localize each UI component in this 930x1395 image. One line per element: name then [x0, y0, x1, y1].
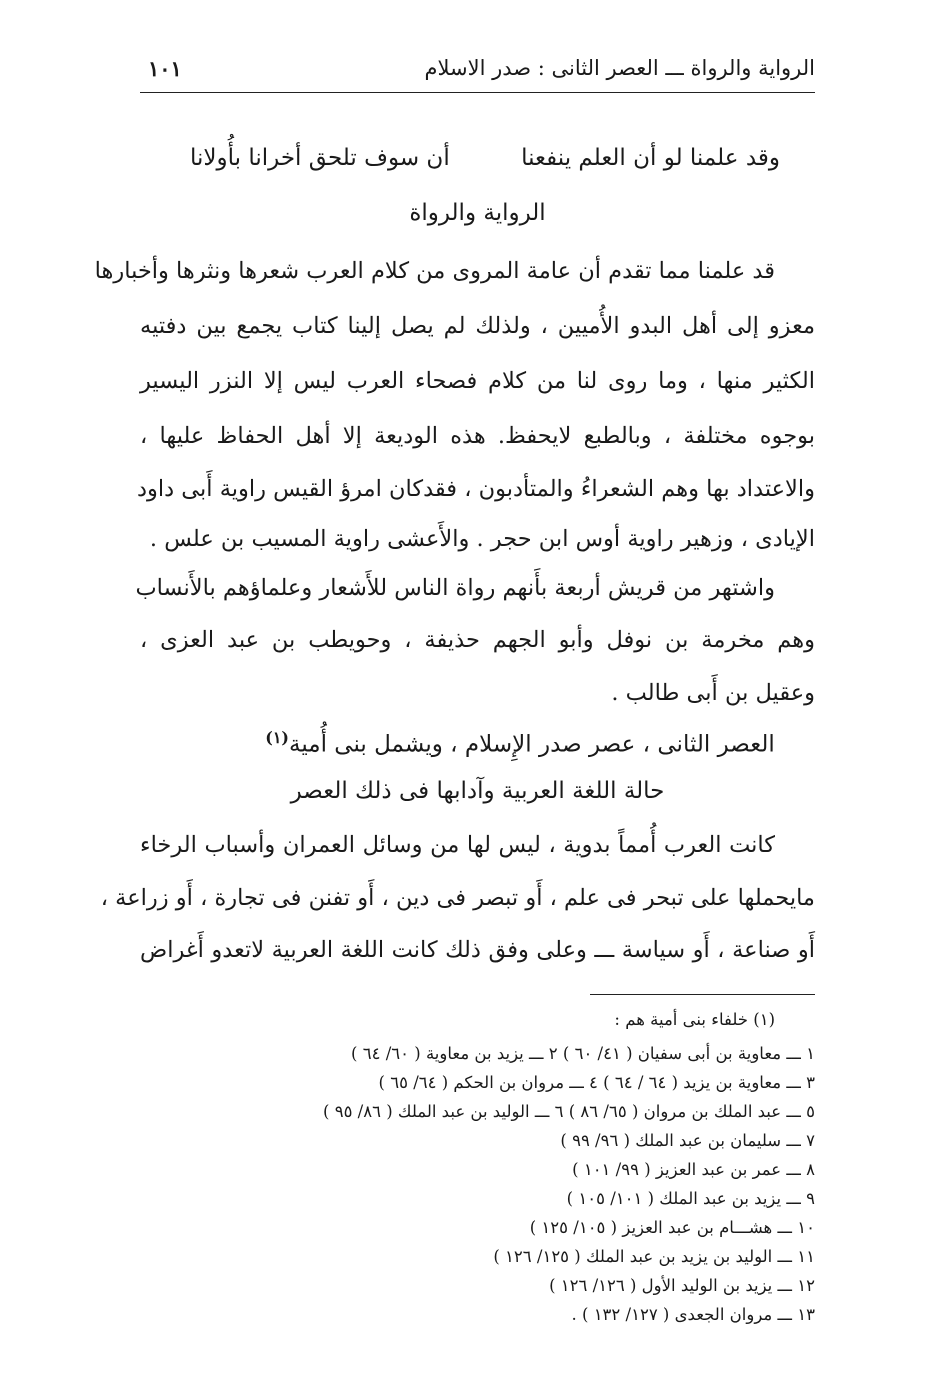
footnote-line: ٩ ـــ يزيد بن عبد الملك ( ١٠١/ ١٠٥ ) [566, 1189, 815, 1208]
footnote-line: ١٠ ـــ هشـــام بن عبد العزيز ( ١٠٥/ ١٢٥ ) [529, 1218, 815, 1237]
footnote-mark: (١) [265, 728, 289, 747]
paragraph-line: قد علمنا مما تقدم أن عامة المروى من كلام العرب شعرها ونثرها وأخبارها [94, 258, 775, 284]
footnote-line: ١٢ ـــ يزيد بن الوليد الأول ( ١٢٦/ ١٢٦ ) [549, 1276, 815, 1295]
paragraph-line: كانت العرب أُمماً بدوية ، ليس لها من وسائل العمران وأسباب الرخاء [140, 832, 775, 858]
paragraph-line: وعقيل بن أَبى طالب . [611, 680, 815, 706]
section-title-narration: الرواية والرواة [409, 200, 546, 226]
page-header [140, 52, 815, 93]
footnote-line: ٥ ـــ عبد الملك بن مروان ( ٦٥/ ٨٦ ) ٦ ـــ الوليد بن عبد الملك ( ٨٦/ ٩٥ ) [323, 1102, 815, 1121]
footnote-line: ١٣ ـــ مروان الجعدى ( ١٢٧/ ١٣٢ ) . [571, 1305, 815, 1324]
paragraph-line: وهم مخرمة بن نوفل وأبو الجهم حذيفة ، وحويطب بن عبد العزى ، [140, 627, 815, 653]
footnote-line: (١) خلفاء بنى أمية هم : [614, 1010, 775, 1029]
paragraph-line: معزو إلى أهل البدو الأُميين ، ولذلك لم يصل إلينا كتاب يجمع بين دفتيه [140, 313, 815, 339]
paragraph-line: الكثير منها ، وما روى لنا من كلام فصحاء العرب ليس إلا النزر اليسير [140, 368, 815, 394]
paragraph-line: أَو صناعة ، أَو سياسة ـــ وعلى وفق ذلك كانت اللغة العربية لاتعدو أَغراض [140, 937, 815, 963]
paragraph-line: واشتهر من قريش أربعة بأَنهم رواة الناس للأَشعار وعلماؤهم بالأَنساب [135, 575, 775, 601]
footnote-line: ٨ ـــ عمر بن عبد العزيز ( ٩٩/ ١٠١ ) [572, 1160, 815, 1179]
paragraph-line: الإيادى ، وزهير راوية أوس ابن حجر . والأَعشى راوية المسيب بن علس . [149, 526, 815, 552]
verse-second-hemistich: أن سوف تلحق أخرانا بأُولانا [190, 145, 450, 171]
poetry-verse [190, 145, 780, 171]
verse-first-hemistich: وقد علمنا لو أن العلم ينفعنا [521, 145, 780, 171]
footnote-line: ٧ ـــ سليمان بن عبد الملك ( ٩٦/ ٩٩ ) [560, 1131, 815, 1150]
page-number: ١٠١ [148, 56, 182, 81]
paragraph-line: مايحملها على تبحر فى علم ، أَو تبصر فى دين ، أَو تفنن فى تجارة ، أَو زراعة ، [100, 885, 815, 911]
section-title-language: حالة اللغة العربية وآدابها فى ذلك العصر [290, 778, 665, 804]
footnote-line: ١ ـــ معاوية بن أبى سفيان ( ٤١/ ٦٠ ) ٢ ـــ يزيد بن معاوية ( ٦٠/ ٦٤ ) [351, 1044, 815, 1063]
footnote-line: ٣ ـــ معاوية بن يزيد ( ٦٤ / ٦٤ ) ٤ ـــ مروان بن الحكم ( ٦٤/ ٦٥ ) [378, 1073, 815, 1092]
paragraph-line: والاعتداد بها وهم الشعراءُ والمتأدبون ، فقدكان امرؤ القيس راوية أَبى داود [136, 476, 815, 502]
era-title [260, 728, 780, 758]
footnote-separator [590, 994, 815, 995]
paragraph-line: بوجوه مختلفة ، وبالطبع لايحفظ. هذه الوديعة إلا أهل الحفاظ عليها ، [140, 423, 815, 449]
running-title: الرواية والرواة ـــ العصر الثانى : صدر الاسلام [424, 56, 815, 80]
era-title-text: العصر الثانى ، عصر صدر الإِسلام ، ويشمل بنى أُمية [289, 731, 775, 758]
footnote-line: ١١ ـــ الوليد بن يزيد بن عبد الملك ( ١٢٥/ ١٢٦ ) [493, 1247, 815, 1266]
